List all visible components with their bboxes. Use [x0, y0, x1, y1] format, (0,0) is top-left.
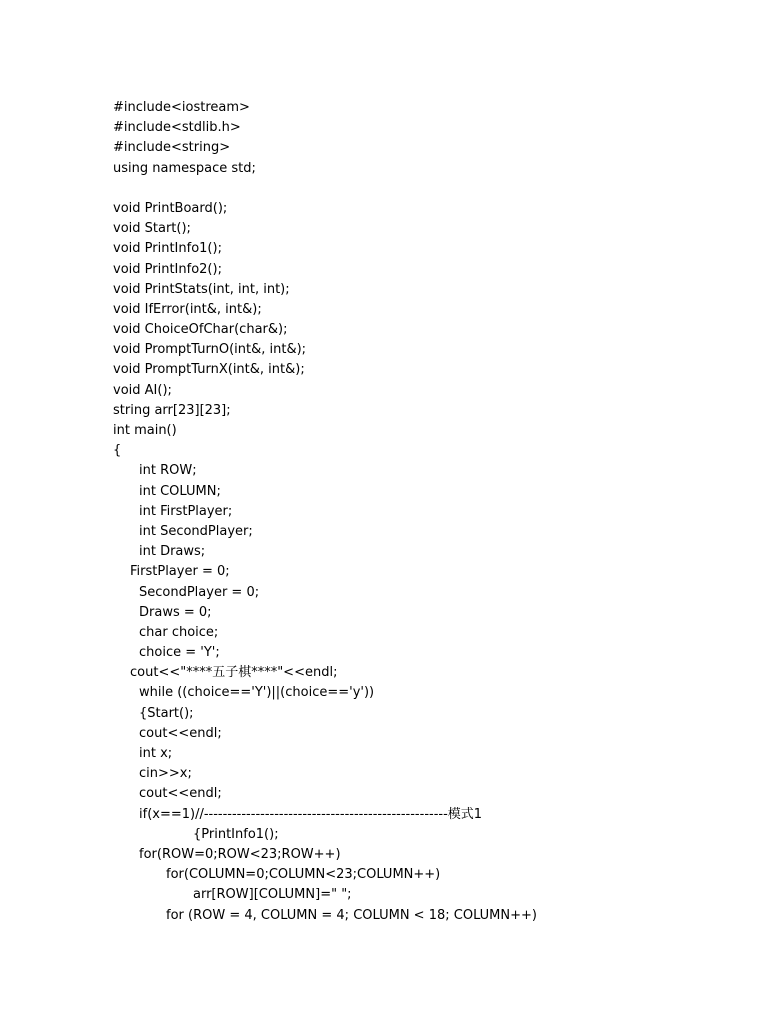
code-line: using namespace std;: [113, 160, 256, 176]
code-line: #include<stdlib.h>: [113, 120, 241, 136]
code-line: FirstPlayer = 0;: [130, 564, 230, 580]
code-line: if(x==1)//----------------------------------------------------模式1: [139, 806, 483, 822]
code-line: void ChoiceOfChar(char&);: [113, 322, 288, 338]
code-line: void PromptTurnX(int&, int&);: [113, 362, 305, 378]
code-line: #include<iostream>: [113, 100, 250, 115]
code-line: int FirstPlayer;: [139, 503, 233, 519]
code-line: int SecondPlayer;: [139, 523, 253, 539]
code-line: Draws = 0;: [139, 604, 212, 620]
code-line: for(COLUMN=0;COLUMN<23;COLUMN++): [166, 867, 441, 883]
code-line: cin>>x;: [139, 766, 192, 782]
code-line: void PrintBoard();: [113, 200, 228, 216]
code-line: cout<<endl;: [139, 725, 222, 741]
code-line: {: [113, 443, 122, 459]
code-line: int main(): [113, 423, 177, 438]
code-listing: [113, 98, 733, 926]
code-line: int ROW;: [139, 463, 197, 479]
code-line: cout<<endl;: [139, 786, 222, 802]
blank-line: [113, 179, 733, 199]
code-line: char choice;: [139, 624, 219, 640]
code-line: int Draws;: [139, 544, 206, 560]
code-line: int x;: [139, 746, 173, 761]
code-line: cout<<"****五子棋****"<<endl;: [130, 665, 338, 681]
code-line: choice = 'Y';: [139, 645, 220, 661]
code-line: for (ROW = 4, COLUMN = 4; COLUMN < 18; COLUMN++): [166, 907, 537, 923]
code-line: void PromptTurnO(int&, int&);: [113, 342, 307, 358]
code-line: SecondPlayer = 0;: [139, 584, 260, 600]
code-line: void PrintInfo1();: [113, 241, 222, 257]
code-line: void Start();: [113, 221, 191, 237]
code-line: void PrintStats(int, int, int);: [113, 281, 290, 297]
code-line: arr[ROW][COLUMN]=" ";: [193, 887, 352, 903]
code-line: #include<string>: [113, 140, 231, 156]
code-line: void IfError(int&, int&);: [113, 301, 262, 317]
code-line: int COLUMN;: [139, 483, 221, 499]
code-line: while ((choice=='Y')||(choice=='y')): [139, 685, 375, 701]
code-line: void AI();: [113, 382, 172, 398]
code-line: string arr[23][23];: [113, 402, 231, 418]
code-line: {PrintInfo1();: [193, 826, 279, 842]
code-line: void PrintInfo2();: [113, 261, 222, 277]
code-line: {Start();: [139, 705, 194, 721]
code-line: for(ROW=0;ROW<23;ROW++): [139, 846, 341, 862]
